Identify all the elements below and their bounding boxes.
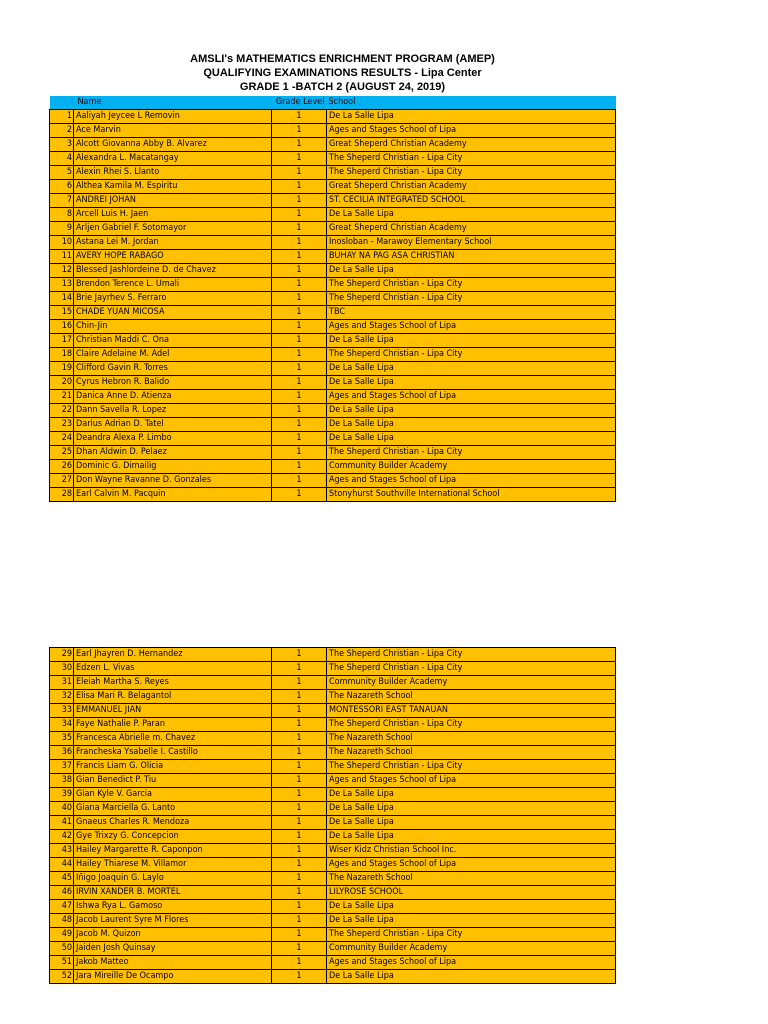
header-school: School	[327, 96, 616, 110]
table-row	[50, 648, 616, 662]
grade-level: 1	[272, 208, 327, 222]
grade-level: 1	[272, 236, 327, 250]
grade-level: 1	[272, 662, 327, 676]
school-name: De La Salle Lipa	[327, 404, 616, 418]
grade-level: 1	[272, 348, 327, 362]
table-row	[50, 746, 616, 760]
student-name: CHADE YUAN MICOSA	[74, 306, 272, 320]
grade-level: 1	[272, 180, 327, 194]
table-row	[50, 802, 616, 816]
grade-level: 1	[272, 488, 327, 502]
school-name: De La Salle Lipa	[327, 110, 616, 124]
table-row	[50, 250, 616, 264]
school-name: The Sheperd Christian - Lipa City	[327, 446, 616, 460]
table-row	[50, 788, 616, 802]
student-name: Dann Savella R. Lopez	[74, 404, 272, 418]
row-number: 34	[50, 718, 74, 732]
student-name: Danica Anne D. Atienza	[74, 390, 272, 404]
table-row	[50, 914, 616, 928]
grade-level: 1	[272, 648, 327, 662]
student-name: Dhan Aldwin D. Pelaez	[74, 446, 272, 460]
school-name: The Sheperd Christian - Lipa City	[327, 718, 616, 732]
table-row	[50, 942, 616, 956]
table-row	[50, 956, 616, 970]
row-number: 1	[50, 110, 74, 124]
table-row	[50, 676, 616, 690]
table-row	[50, 292, 616, 306]
student-name: Claire Adelaine M. Adel	[74, 348, 272, 362]
student-name: Deandra Alexa P. Limbo	[74, 432, 272, 446]
table-row	[50, 166, 616, 180]
grade-level: 1	[272, 432, 327, 446]
grade-level: 1	[272, 676, 327, 690]
grade-level: 1	[272, 278, 327, 292]
grade-level: 1	[272, 690, 327, 704]
table-row	[50, 844, 616, 858]
student-name: Arcell Luis H. Jaen	[74, 208, 272, 222]
grade-level: 1	[272, 788, 327, 802]
table-row	[50, 830, 616, 844]
student-name: Iñigo Joaquin G. Laylo	[74, 872, 272, 886]
grade-level: 1	[272, 222, 327, 236]
table-row	[50, 278, 616, 292]
table-row	[50, 306, 616, 320]
grade-level: 1	[272, 362, 327, 376]
row-number: 6	[50, 180, 74, 194]
student-name: Giana Marciella G. Lanto	[74, 802, 272, 816]
grade-level: 1	[272, 928, 327, 942]
school-name: Ages and Stages School of Lipa	[327, 390, 616, 404]
grade-level: 1	[272, 376, 327, 390]
row-number: 50	[50, 942, 74, 956]
row-number: 4	[50, 152, 74, 166]
student-name: Alexin Rhei S. Llanto	[74, 166, 272, 180]
student-name: Earl Jhayren D. Hernandez	[74, 648, 272, 662]
student-name: Arljen Gabriel F. Sotomayor	[74, 222, 272, 236]
table-row	[50, 390, 616, 404]
grade-level: 1	[272, 774, 327, 788]
student-name: Hailey Margarette R. Caponpon	[74, 844, 272, 858]
grade-level: 1	[272, 746, 327, 760]
grade-level: 1	[272, 166, 327, 180]
student-name: Gnaeus Charles R. Mendoza	[74, 816, 272, 830]
row-number: 37	[50, 760, 74, 774]
grade-level: 1	[272, 844, 327, 858]
row-number: 10	[50, 236, 74, 250]
school-name: De La Salle Lipa	[327, 830, 616, 844]
results-table-1	[49, 96, 616, 502]
row-number: 23	[50, 418, 74, 432]
student-name: Don Wayne Ravanne D. Gonzales	[74, 474, 272, 488]
student-name: EMMANUEL JIAN	[74, 704, 272, 718]
school-name: Ages and Stages School of Lipa	[327, 474, 616, 488]
row-number: 20	[50, 376, 74, 390]
school-name: De La Salle Lipa	[327, 432, 616, 446]
grade-level: 1	[272, 732, 327, 746]
grade-level: 1	[272, 446, 327, 460]
table-row	[50, 816, 616, 830]
school-name: The Sheperd Christian - Lipa City	[327, 278, 616, 292]
table-row	[50, 320, 616, 334]
row-number: 8	[50, 208, 74, 222]
student-name: Chin-Jin	[74, 320, 272, 334]
table-row	[50, 900, 616, 914]
row-number: 51	[50, 956, 74, 970]
school-name: Great Sheperd Christian Academy	[327, 138, 616, 152]
grade-level: 1	[272, 760, 327, 774]
table-row	[50, 334, 616, 348]
student-name: Gye Trixzy G. Concepcion	[74, 830, 272, 844]
student-name: Alcott Giovanna Abby B. Alvarez	[74, 138, 272, 152]
row-number: 25	[50, 446, 74, 460]
school-name: De La Salle Lipa	[327, 802, 616, 816]
row-number: 13	[50, 278, 74, 292]
row-number: 31	[50, 676, 74, 690]
student-name: Jaiden Josh Quinsay	[74, 942, 272, 956]
school-name: The Nazareth School	[327, 690, 616, 704]
school-name: Community Builder Academy	[327, 460, 616, 474]
school-name: LILYROSE SCHOOL	[327, 886, 616, 900]
row-number: 7	[50, 194, 74, 208]
row-number: 5	[50, 166, 74, 180]
row-number: 38	[50, 774, 74, 788]
student-name: Eleiah Martha S. Reyes	[74, 676, 272, 690]
school-name: The Nazareth School	[327, 732, 616, 746]
row-number: 22	[50, 404, 74, 418]
school-name: De La Salle Lipa	[327, 264, 616, 278]
student-name: Gian Kyle V. Garcia	[74, 788, 272, 802]
grade-level: 1	[272, 138, 327, 152]
table-row	[50, 886, 616, 900]
student-name: Faye Nathalie P. Paran	[74, 718, 272, 732]
table-row	[50, 418, 616, 432]
table-header-row	[50, 96, 616, 110]
row-number: 45	[50, 872, 74, 886]
row-number: 32	[50, 690, 74, 704]
grade-level: 1	[272, 914, 327, 928]
table-row	[50, 348, 616, 362]
row-number: 42	[50, 830, 74, 844]
row-number: 33	[50, 704, 74, 718]
student-name: Jara Mireille De Ocampo	[74, 970, 272, 984]
grade-level: 1	[272, 474, 327, 488]
school-name: De La Salle Lipa	[327, 900, 616, 914]
school-name: Community Builder Academy	[327, 942, 616, 956]
table-row	[50, 124, 616, 138]
grade-level: 1	[272, 334, 327, 348]
row-number: 28	[50, 488, 74, 502]
grade-level: 1	[272, 110, 327, 124]
school-name: The Sheperd Christian - Lipa City	[327, 928, 616, 942]
row-number: 41	[50, 816, 74, 830]
table-row	[50, 432, 616, 446]
grade-level: 1	[272, 418, 327, 432]
student-name: AVERY HOPE RABAGO	[74, 250, 272, 264]
table-row	[50, 732, 616, 746]
school-name: MONTESSORI EAST TANAUAN	[327, 704, 616, 718]
school-name: ST. CECILIA INTEGRATED SCHOOL	[327, 194, 616, 208]
table-row	[50, 460, 616, 474]
table-row	[50, 662, 616, 676]
table-row	[50, 718, 616, 732]
table-row	[50, 928, 616, 942]
grade-level: 1	[272, 886, 327, 900]
row-number: 29	[50, 648, 74, 662]
row-number: 47	[50, 900, 74, 914]
grade-level: 1	[272, 900, 327, 914]
grade-level: 1	[272, 152, 327, 166]
student-name: Clifford Gavin R. Torres	[74, 362, 272, 376]
grade-level: 1	[272, 830, 327, 844]
row-number: 44	[50, 858, 74, 872]
row-number: 9	[50, 222, 74, 236]
row-number: 39	[50, 788, 74, 802]
table-row	[50, 222, 616, 236]
grade-level: 1	[272, 802, 327, 816]
school-name: BUHAY NA PAG ASA CHRISTIAN	[327, 250, 616, 264]
row-number: 36	[50, 746, 74, 760]
school-name: De La Salle Lipa	[327, 914, 616, 928]
grade-level: 1	[272, 390, 327, 404]
row-number: 43	[50, 844, 74, 858]
table-row	[50, 446, 616, 460]
school-name: Ages and Stages School of Lipa	[327, 320, 616, 334]
table-row	[50, 376, 616, 390]
school-name: The Nazareth School	[327, 872, 616, 886]
table-row	[50, 194, 616, 208]
school-name: Wiser Kidz Christian School Inc.	[327, 844, 616, 858]
row-number: 24	[50, 432, 74, 446]
row-number: 18	[50, 348, 74, 362]
school-name: The Sheperd Christian - Lipa City	[327, 648, 616, 662]
student-name: Francesca Abrielle m. Chavez	[74, 732, 272, 746]
student-name: Hailey Thiarese M. Villamor	[74, 858, 272, 872]
student-name: Francis Liam G. Olicia	[74, 760, 272, 774]
table-row	[50, 180, 616, 194]
row-number: 3	[50, 138, 74, 152]
results-table-2	[49, 647, 616, 984]
table-row	[50, 362, 616, 376]
table-row	[50, 970, 616, 984]
row-number: 35	[50, 732, 74, 746]
grade-level: 1	[272, 124, 327, 138]
grade-level: 1	[272, 704, 327, 718]
school-name: The Sheperd Christian - Lipa City	[327, 292, 616, 306]
school-name: Inosloban - Marawoy Elementary School	[327, 236, 616, 250]
grade-level: 1	[272, 816, 327, 830]
school-name: The Sheperd Christian - Lipa City	[327, 166, 616, 180]
student-name: Cyrus Hebron R. Balido	[74, 376, 272, 390]
row-number: 12	[50, 264, 74, 278]
school-name: De La Salle Lipa	[327, 376, 616, 390]
student-name: Jacob Laurent Syre M Flores	[74, 914, 272, 928]
student-name: Aaliyah Jeycee L Removin	[74, 110, 272, 124]
row-number: 15	[50, 306, 74, 320]
table-row	[50, 404, 616, 418]
student-name: Ishwa Rya L. Gamoso	[74, 900, 272, 914]
school-name: Community Builder Academy	[327, 676, 616, 690]
table-row	[50, 138, 616, 152]
row-number: 27	[50, 474, 74, 488]
student-name: Astana Lei M. Jordan	[74, 236, 272, 250]
report-subtitle: QUALIFYING EXAMINATIONS RESULTS - Lipa Center	[203, 67, 482, 79]
row-number: 11	[50, 250, 74, 264]
report-title: AMSLI's MATHEMATICS ENRICHMENT PROGRAM (AMEP)	[190, 53, 495, 65]
school-name: De La Salle Lipa	[327, 208, 616, 222]
table-row	[50, 488, 616, 502]
school-name: De La Salle Lipa	[327, 362, 616, 376]
student-name: Christian Maddi C. Ona	[74, 334, 272, 348]
row-number: 40	[50, 802, 74, 816]
grade-level: 1	[272, 250, 327, 264]
school-name: Great Sheperd Christian Academy	[327, 180, 616, 194]
school-name: The Sheperd Christian - Lipa City	[327, 760, 616, 774]
school-name: Stonyhurst Southville International School	[327, 488, 616, 502]
grade-level: 1	[272, 320, 327, 334]
table-row	[50, 208, 616, 222]
grade-level: 1	[272, 970, 327, 984]
grade-level: 1	[272, 942, 327, 956]
school-name: Ages and Stages School of Lipa	[327, 124, 616, 138]
grade-level: 1	[272, 956, 327, 970]
school-name: De La Salle Lipa	[327, 334, 616, 348]
row-number: 21	[50, 390, 74, 404]
school-name: The Sheperd Christian - Lipa City	[327, 152, 616, 166]
student-name: Brie Jayrhev S. Ferraro	[74, 292, 272, 306]
row-number: 17	[50, 334, 74, 348]
grade-level: 1	[272, 292, 327, 306]
row-number: 2	[50, 124, 74, 138]
school-name: TBC	[327, 306, 616, 320]
header-grade-level: Grade Level	[272, 96, 327, 110]
row-number: 26	[50, 460, 74, 474]
school-name: De La Salle Lipa	[327, 418, 616, 432]
school-name: Ages and Stages School of Lipa	[327, 858, 616, 872]
table-row	[50, 152, 616, 166]
school-name: Ages and Stages School of Lipa	[327, 956, 616, 970]
school-name: De La Salle Lipa	[327, 816, 616, 830]
grade-level: 1	[272, 194, 327, 208]
grade-level: 1	[272, 306, 327, 320]
student-name: Edzen L. Vivas	[74, 662, 272, 676]
table-row	[50, 704, 616, 718]
school-name: Great Sheperd Christian Academy	[327, 222, 616, 236]
table-row	[50, 858, 616, 872]
table-row	[50, 774, 616, 788]
student-name: Jacob M. Quizon	[74, 928, 272, 942]
row-number: 16	[50, 320, 74, 334]
table-row	[50, 236, 616, 250]
table-row	[50, 872, 616, 886]
student-name: Dominic G. Dimailig	[74, 460, 272, 474]
grade-level: 1	[272, 858, 327, 872]
school-name: De La Salle Lipa	[327, 788, 616, 802]
row-number: 49	[50, 928, 74, 942]
school-name: Ages and Stages School of Lipa	[327, 774, 616, 788]
student-name: Darius Adrian D. Tatel	[74, 418, 272, 432]
row-number: 48	[50, 914, 74, 928]
school-name: The Sheperd Christian - Lipa City	[327, 348, 616, 362]
row-number: 52	[50, 970, 74, 984]
school-name: The Nazareth School	[327, 746, 616, 760]
grade-level: 1	[272, 872, 327, 886]
row-number: 14	[50, 292, 74, 306]
student-name: Brendon Terence L. Umali	[74, 278, 272, 292]
school-name: De La Salle Lipa	[327, 970, 616, 984]
student-name: Francheska Ysabelle I. Castillo	[74, 746, 272, 760]
school-name: The Sheperd Christian - Lipa City	[327, 662, 616, 676]
table-row	[50, 474, 616, 488]
student-name: Alexandra L. Macatangay	[74, 152, 272, 166]
table-row	[50, 264, 616, 278]
table-row	[50, 690, 616, 704]
student-name: Elisa Mari R. Belagantol	[74, 690, 272, 704]
student-name: Ace Marvin	[74, 124, 272, 138]
row-number: 30	[50, 662, 74, 676]
student-name: Blessed Jashlordeine D. de Chavez	[74, 264, 272, 278]
row-number: 46	[50, 886, 74, 900]
grade-level: 1	[272, 404, 327, 418]
grade-level: 1	[272, 460, 327, 474]
student-name: ANDREI JOHAN	[74, 194, 272, 208]
report-batch: GRADE 1 -BATCH 2 (AUGUST 24, 2019)	[239, 81, 446, 93]
table-row	[50, 760, 616, 774]
header-name: Name	[50, 96, 272, 110]
student-name: Althea Kamila M. Espiritu	[74, 180, 272, 194]
grade-level: 1	[272, 718, 327, 732]
table-row	[50, 110, 616, 124]
student-name: Earl Calvin M. Pacquin	[74, 488, 272, 502]
grade-level: 1	[272, 264, 327, 278]
student-name: IRVIN XANDER B. MORTEL	[74, 886, 272, 900]
row-number: 19	[50, 362, 74, 376]
student-name: Gian Benedict P. Tiu	[74, 774, 272, 788]
student-name: Jakob Matteo	[74, 956, 272, 970]
